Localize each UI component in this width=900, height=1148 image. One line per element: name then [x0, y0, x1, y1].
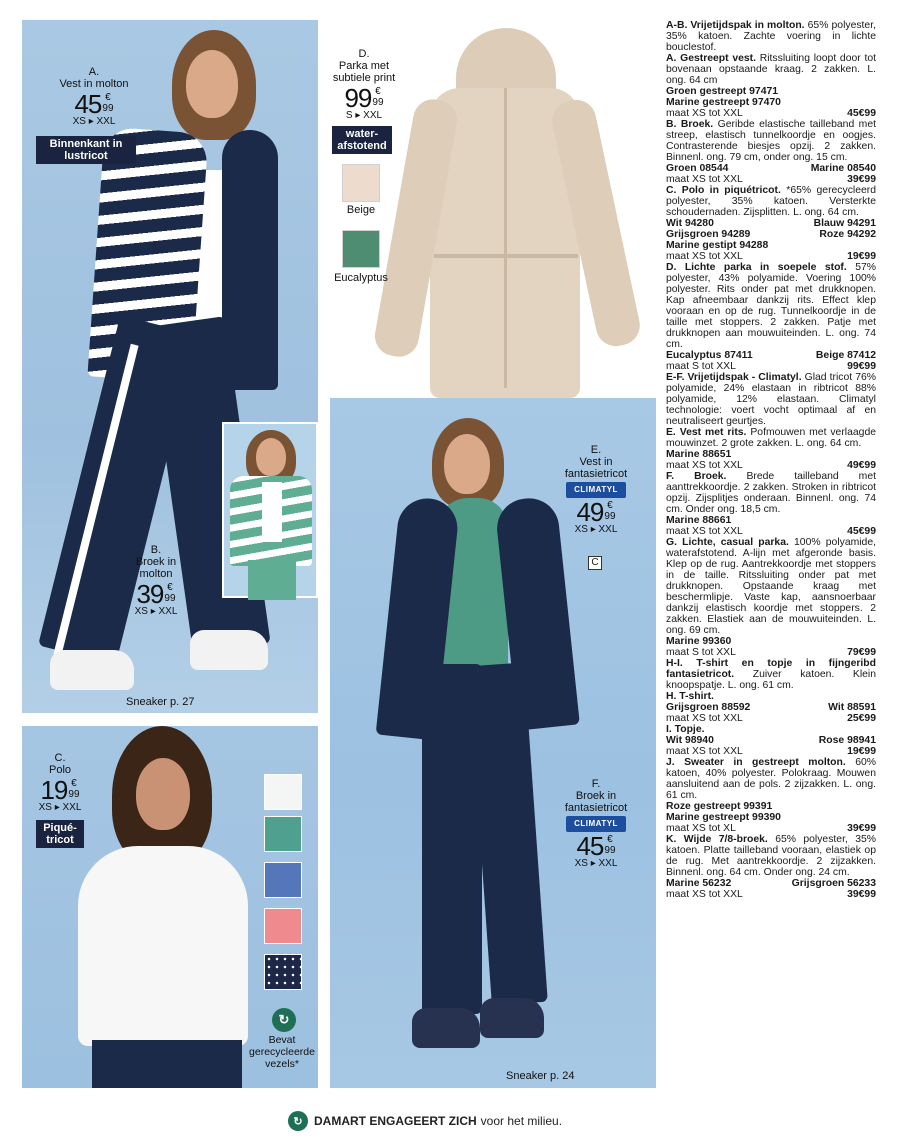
label-c-sizes: XS ▸ XXL: [38, 802, 82, 813]
c-block: [666, 185, 876, 218]
footer-brand: DAMART ENGAGEERT ZICH: [314, 1114, 477, 1128]
inset-white-top: [262, 482, 282, 542]
k-price: 39€99: [847, 889, 876, 900]
product-description-column: [666, 20, 876, 900]
k-block: [666, 834, 876, 878]
navy-bottom: [92, 1040, 242, 1088]
label-c: [30, 752, 90, 814]
c-variant-blue: Blauw 94291: [813, 218, 876, 229]
c-price-row: [666, 251, 876, 262]
a-price: 45€99: [847, 108, 876, 119]
f-price-row: [666, 526, 876, 537]
model-c-face: [136, 758, 190, 830]
c-price: 19€99: [847, 251, 876, 262]
i-variant-white: Wit 98940: [666, 735, 714, 746]
ab-block: [666, 20, 876, 53]
label-d-sizes: S ▸ XXL: [345, 110, 383, 121]
c-description: *65% gerecycleerd polyester, 35% katoen. Versterkte schoudernaden. Zijsplitten. L. ong. 64 cm.: [666, 185, 876, 218]
ef-heading: E-F. Vrijetijdspak - Climatyl.: [666, 372, 802, 383]
model-face: [186, 50, 238, 118]
sneaker-ref-b[interactable]: Sneaker p. 27: [126, 696, 195, 708]
label-a: [52, 66, 136, 128]
climatyl-badge-e: CLIMATYL: [566, 482, 626, 498]
label-a-price: [74, 89, 114, 119]
label-b: [114, 544, 198, 618]
k-variant-navy: Marine 56232: [666, 878, 732, 889]
d-description: 57% polyester, 43% polyamide. Voering 100% polyester. Rits onder pat met drukknopen. Kap afneembaar dankzij rits. Effect klep vooraan en op de rug. Tunnelkoordje in de taille met stoppers. 2 zakken. Patje met drukknopen aan mouwuiteinden. L. ong. 74 cm.: [666, 262, 876, 350]
navy-sneaker-left: [412, 1008, 480, 1048]
d-block: [666, 262, 876, 350]
g-description: 100% polyamide, waterafstotend. A-lijn met afgeronde basis. Klep op de rug. Aantrekkoordje met stoppers in de taille. Ritssluiting onder pat met drukknopen. Opstaande kraag met beschermlipje. Vaste kap, aansnoerbaar dankzij elastisch koordje met stoppers. 2 zakken. Elastiek aan de mouwuiteinden. L. ong. 69 cm.: [666, 537, 877, 636]
a-price-row: [666, 108, 876, 119]
a-heading: A. Gestreept vest.: [666, 53, 757, 64]
photo-panel-ab: [22, 20, 318, 713]
label-b-sizes: XS ▸ XXL: [134, 606, 178, 617]
c-variant-white: Wit 94280: [666, 218, 714, 229]
h-size: maat XS tot XXL: [666, 713, 743, 724]
hi-heading: H-I. T-shirt en topje in fijngeribd fantasietricot.: [666, 658, 876, 680]
label-b-title: Broek in molton: [135, 556, 177, 580]
i-price-row: [666, 746, 876, 757]
label-f-cents: 99: [604, 845, 616, 856]
climatyl-badge-f: CLIMATYL: [566, 816, 626, 832]
a-block: [666, 53, 876, 86]
sneaker-right: [190, 630, 268, 670]
tag-lustricot: Binnenkant in lustricot: [36, 136, 136, 164]
inset-photo-green: [222, 422, 318, 598]
damart-leaf-icon: ↻: [288, 1111, 308, 1131]
swatch-beige[interactable]: [342, 164, 380, 202]
label-f-title: Broek in fantasietricot: [564, 790, 628, 814]
ef-description: Glad tricot 76% polyamide, 24% elastaan in ribtricot 88% polyamide, 12% elastaan. Climatyl technologie: voert vocht optimaal af en neutraliseert geurtjes.: [666, 372, 876, 427]
label-b-letter: B.: [150, 544, 162, 556]
c-variant-grey-green: Grijsgroen 94289: [666, 229, 751, 240]
label-d-price: [344, 83, 384, 113]
label-e-price-main: 49: [576, 497, 604, 527]
j-price: 39€99: [847, 823, 876, 834]
label-d: [332, 48, 396, 122]
polo-swatch-white[interactable]: [264, 774, 302, 810]
label-f-letter: F.: [591, 778, 601, 790]
footer-rest: voor het milieu.: [480, 1114, 563, 1128]
label-e-price: [576, 497, 616, 527]
k-variants: [666, 878, 876, 889]
g-heading: G. Lichte, casual parka.: [666, 537, 789, 548]
label-f-euro: €: [607, 834, 613, 845]
h-variant-grey-green: Grijsgroen 88592: [666, 702, 751, 713]
d-size: maat S tot XXL: [666, 361, 736, 372]
label-e: [558, 444, 634, 536]
label-b-price: [136, 579, 176, 609]
label-d-cents: 99: [372, 97, 384, 108]
label-a-euro: €: [105, 92, 111, 103]
label-c-euro: €: [71, 778, 77, 789]
label-b-cents: 99: [164, 593, 176, 604]
polo-swatch-navy-dot[interactable]: [264, 954, 302, 990]
footer: [288, 1110, 562, 1132]
a-variant-green: Groen gestreept 97471: [666, 86, 779, 97]
label-a-title: Vest in molton: [59, 78, 129, 90]
navy-sneaker-right: [480, 998, 544, 1038]
tag-waterafstotend: water-afstotend: [332, 126, 392, 154]
label-d-title: Parka met subtiele print: [332, 60, 396, 84]
photo-panel-c: [22, 726, 318, 1088]
d-variants: [666, 350, 876, 361]
label-b-euro: €: [167, 582, 173, 593]
c-variants-1: [666, 218, 876, 229]
h-heading: H. T-shirt.: [666, 691, 714, 702]
f-size: maat XS tot XXL: [666, 526, 743, 537]
label-f-price-main: 45: [576, 831, 604, 861]
a-size: maat XS tot XXL: [666, 108, 743, 119]
f-price: 45€99: [847, 526, 876, 537]
h-price: 25€99: [847, 713, 876, 724]
label-f-sizes: XS ▸ XXL: [574, 858, 618, 869]
label-c-cents: 99: [68, 789, 80, 800]
label-c-title: Polo: [48, 764, 72, 776]
label-a-cents: 99: [102, 103, 114, 114]
h-variants: [666, 702, 876, 713]
inset-green-pants: [248, 560, 296, 600]
k-description: 65% polyester, 35% katoen. Platte tailleband vooraan, elastiek op de rug. Met aantrekkoordje. 2 zijzakken. Binnenl. ong. 64 cm. Onder ong. 24 cm.: [666, 834, 877, 878]
g-size: maat S tot XXL: [666, 647, 736, 658]
photo-panel-ef: [330, 398, 656, 1088]
label-f: [558, 778, 634, 870]
j-block: [666, 757, 876, 801]
h-price-row: [666, 713, 876, 724]
b-variant-green: Groen 08544: [666, 163, 729, 174]
e-heading: E. Vest met rits.: [666, 427, 747, 438]
label-d-euro: €: [375, 86, 381, 97]
j-variant-pink: Roze gestreept 99391: [666, 801, 773, 812]
label-a-price-main: 45: [74, 89, 102, 119]
polo-swatch-green[interactable]: [264, 816, 302, 852]
g-block: [666, 537, 876, 636]
label-c-letter: C.: [54, 752, 66, 764]
c-variants-2: [666, 229, 876, 240]
label-e-sizes: XS ▸ XXL: [574, 524, 618, 535]
recycle-note: Bevat gerecycleerde vezels*: [249, 1034, 315, 1070]
sneaker-left: [50, 650, 134, 690]
tag-pique-tricot: Piqué-tricot: [36, 820, 84, 848]
i-price: 19€99: [847, 746, 876, 757]
b-price: 39€99: [847, 174, 876, 185]
photo-panel-d: [330, 20, 656, 398]
label-e-letter: E.: [590, 444, 602, 456]
b-heading: B. Broek.: [666, 119, 714, 130]
g-price: 79€99: [847, 647, 876, 658]
label-e-title: Vest in fantasietricot: [564, 456, 628, 480]
i-size: maat XS tot XXL: [666, 746, 743, 757]
b-price-row: [666, 174, 876, 185]
c-size: maat XS tot XXL: [666, 251, 743, 262]
k-size: maat XS tot XXL: [666, 889, 743, 900]
white-polo: [78, 846, 248, 1046]
j-size: maat XS tot XL: [666, 823, 736, 834]
c-variant-pink: Roze 94292: [819, 229, 876, 240]
j-variant-navy: Marine gestreept 99390: [666, 812, 781, 823]
c-heading: C. Polo in piquétricot.: [666, 185, 781, 196]
k-heading: K. Wijde 7/8-broek.: [666, 834, 768, 845]
i-heading: I. Topje.: [666, 724, 705, 735]
polo-swatch-blue[interactable]: [264, 862, 302, 898]
f-description: Brede tailleband met aanttrekkoordje. 2 zakken. Stroken in ribtricot opzij. Zijsplitjes onderaan. Binnenl. ong. 74 cm. Onder ong. 18,5 cm.: [666, 471, 877, 515]
d-price: 99€99: [847, 361, 876, 372]
label-c-price: [40, 775, 80, 805]
ab-description: 65% polyester, 35% katoen. Zachte voering in lichte bouclestof.: [666, 20, 876, 53]
label-d-letter: D.: [358, 48, 370, 60]
label-a-sizes: XS ▸ XXL: [72, 116, 116, 127]
label-f-price: [576, 831, 616, 861]
recycle-icon: ↻: [272, 1008, 296, 1032]
hi-description: Zuiver katoen. Klein knoopspatje. L. ong. 61 cm.: [666, 669, 876, 691]
a-variant-navy: Marine gestreept 97470: [666, 97, 781, 108]
parka-placket: [504, 88, 507, 388]
e-size: maat XS tot XXL: [666, 460, 743, 471]
b-size: maat XS tot XXL: [666, 174, 743, 185]
hi-block: [666, 658, 876, 691]
j-description: 60% katoen, 40% polyester. Polokraag. Mouwen aansluitend aan de pols. 2 zijzakken. L. ong. 61 cm.: [666, 757, 876, 801]
label-d-price-main: 99: [344, 83, 372, 113]
e-price: 49€99: [847, 460, 876, 471]
d-variant-beige: Beige 87412: [815, 350, 876, 361]
cross-ref-box-c[interactable]: C: [588, 556, 602, 570]
d-price-row: [666, 361, 876, 372]
inset-model-face: [256, 438, 286, 476]
k-variant-grey-green: Grijsgroen 56233: [791, 878, 876, 889]
k-price-row: [666, 889, 876, 900]
e-price-row: [666, 460, 876, 471]
label-b-price-main: 39: [136, 579, 164, 609]
swatch-beige-label: Beige: [346, 204, 376, 216]
g-price-row: [666, 647, 876, 658]
i-variants: [666, 735, 876, 746]
e-variant-navy: Marine 88651: [666, 449, 732, 460]
model-ef-face: [444, 434, 490, 494]
ab-heading: A-B. Vrijetijdspak in molton.: [666, 20, 805, 31]
parka-drawstring: [434, 254, 578, 258]
f-heading: F. Broek.: [666, 471, 727, 482]
j-price-row: [666, 823, 876, 834]
d-heading: D. Lichte parka in soepele stof.: [666, 262, 847, 273]
ef-block: [666, 372, 876, 427]
h-variant-white: Wit 88591: [828, 702, 876, 713]
j-heading: J. Sweater in gestreept molton.: [666, 757, 846, 768]
b-description: Geribde elastische tailleband met streep, elastisch tunnelkoordje en oogjes. Contrasterende biesjes opzij. 2 zakken. Binnenl. ong. 79 cm, onder ong. 15 cm.: [666, 119, 876, 163]
d-variant-eucalyptus: Eucalyptus 87411: [666, 350, 753, 361]
cardigan-right: [222, 130, 278, 390]
label-a-letter: A.: [88, 66, 100, 78]
g-variant-navy: Marine 99360: [666, 636, 732, 647]
b-variants: [666, 163, 876, 174]
b-block: [666, 119, 876, 163]
polo-swatch-pink[interactable]: [264, 908, 302, 944]
swatch-eucalyptus-label: Eucalyptus: [334, 272, 388, 284]
parka-illustration: [370, 28, 650, 398]
e-description: Pofmouwen met verlaagde mouwinzet. 2 grote zakken. L. ong. 64 cm.: [666, 427, 876, 449]
label-e-euro: €: [607, 500, 613, 511]
e-block: [666, 427, 876, 449]
a-description: Ritssluiting loopt door tot bovenaan opstaande kraag. 2 zakken. L. ong. 64 cm: [666, 53, 876, 86]
c-variant-navy-dot: Marine gestipt 94288: [666, 240, 769, 251]
label-e-cents: 99: [604, 511, 616, 522]
i-variant-rose: Rose 98941: [818, 735, 876, 746]
f-block: [666, 471, 876, 515]
label-c-price-main: 19: [40, 775, 68, 805]
f-variant-navy: Marine 88661: [666, 515, 732, 526]
b-variant-navy: Marine 08540: [810, 163, 876, 174]
sneaker-ref-f[interactable]: Sneaker p. 24: [506, 1070, 575, 1082]
swatch-eucalyptus[interactable]: [342, 230, 380, 268]
